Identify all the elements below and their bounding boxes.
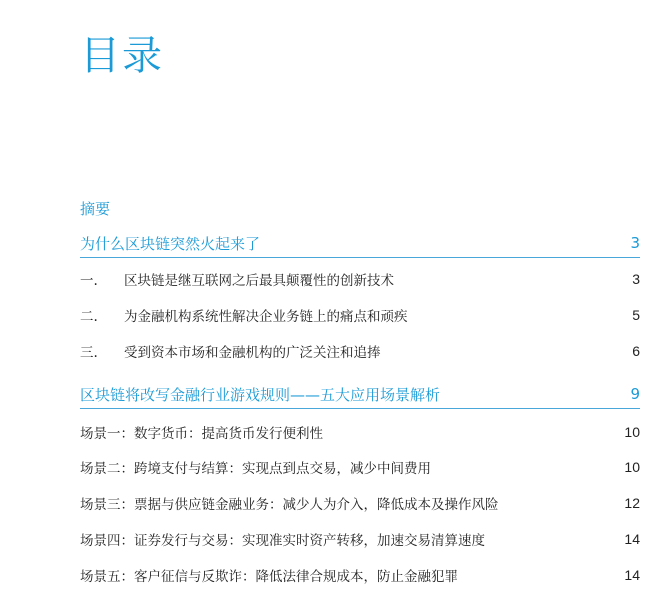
toc-entry[interactable] <box>80 340 640 362</box>
toc-entry-title: 为金融机构系统性解决企业务链上的痛点和顽疾 <box>124 309 408 325</box>
toc-page-number: 9 <box>630 385 640 403</box>
toc-entry-title: 场景四：证券发行与交易：实现准实时资产转移，加速交易清算速度 <box>80 533 485 549</box>
toc-entry-title: 场景二：跨境支付与结算：实现点到点交易，减少中间费用 <box>80 461 431 477</box>
toc-entry-title: 场景五：客户征信与反欺诈：降低法律合规成本，防止金融犯罪 <box>80 569 458 585</box>
section-divider <box>80 257 640 258</box>
toc-entry-number: 三. <box>80 345 98 361</box>
toc-page-number: 14 <box>624 531 640 547</box>
toc-entry[interactable] <box>80 421 640 443</box>
page-title: 目录 <box>80 33 164 79</box>
toc-section-title: 为什么区块链突然火起来了 <box>80 234 261 253</box>
toc-entry[interactable] <box>80 492 640 514</box>
toc-entry-number: 二. <box>80 309 98 325</box>
toc-entry[interactable] <box>80 528 640 550</box>
toc-page-number: 5 <box>632 307 640 323</box>
toc-page-number: 6 <box>632 343 640 359</box>
toc-entry[interactable] <box>80 564 640 586</box>
toc-section-2[interactable] <box>80 383 640 405</box>
toc-entry-title: 场景一：数字货币：提高货币发行便利性 <box>80 426 323 442</box>
toc-page-number: 14 <box>624 567 640 583</box>
section-divider <box>80 408 640 409</box>
toc-entry[interactable] <box>80 456 640 478</box>
toc-section-title: 区块链将改写金融行业游戏规则——五大应用场景解析 <box>80 385 441 404</box>
toc-entry-title: 场景三：票据与供应链金融业务：减少人为介入，降低成本及操作风险 <box>80 497 499 513</box>
toc-page-number: 3 <box>632 271 640 287</box>
toc-entry-title: 区块链是继互联网之后最具颠覆性的创新技术 <box>124 273 394 289</box>
toc-page-number: 12 <box>624 495 640 511</box>
toc-entry[interactable] <box>80 304 640 326</box>
toc-entry-title: 受到资本市场和金融机构的广泛关注和追捧 <box>124 345 381 361</box>
toc-section-1[interactable] <box>80 232 640 254</box>
toc-page-number: 3 <box>630 234 640 252</box>
toc-page-number: 10 <box>624 459 640 475</box>
toc-page-number: 10 <box>624 424 640 440</box>
toc-entry-number: 一. <box>80 273 98 289</box>
toc-entry[interactable] <box>80 268 640 290</box>
toc-abstract-link[interactable]: 摘要 <box>80 200 111 218</box>
